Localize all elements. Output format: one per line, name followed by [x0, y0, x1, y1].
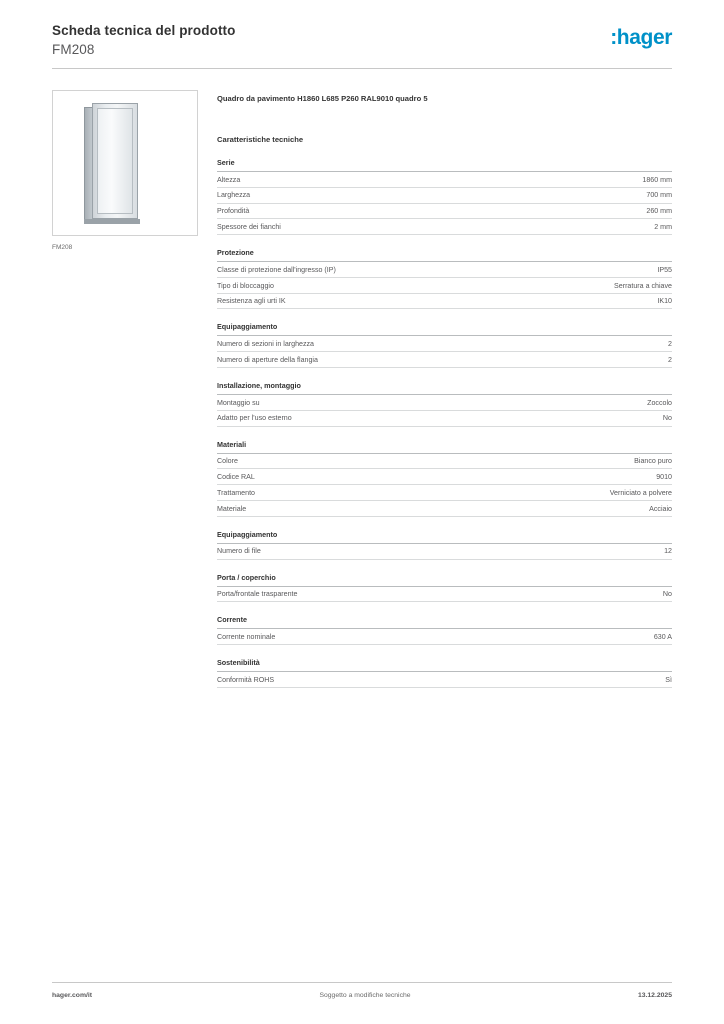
spec-value: 630 A [653, 632, 672, 641]
spec-label: Altezza [217, 175, 241, 184]
spec-group-title: Equipaggiamento [217, 322, 672, 336]
spec-row [217, 188, 672, 204]
spec-value: 260 mm [646, 207, 672, 216]
spec-row [217, 544, 672, 560]
spec-value: 2 mm [654, 222, 672, 231]
footer-date: 13.12.2025 [637, 992, 672, 999]
spec-group [217, 381, 672, 427]
spec-label: Trattamento [217, 488, 255, 497]
spec-label: Profondità [217, 207, 250, 216]
spec-group [217, 440, 672, 517]
spec-row [217, 629, 672, 645]
header-divider [52, 68, 672, 69]
spec-row [217, 336, 672, 352]
spec-label: Numero di aperture della flangia [217, 355, 318, 364]
spec-label: Codice RAL [217, 472, 255, 481]
spec-group-title: Sostenibilità [217, 658, 672, 672]
content-column [217, 94, 672, 688]
spec-value: 1860 mm [642, 175, 672, 184]
page-header [52, 22, 672, 59]
page-footer [52, 992, 672, 999]
spec-group-title: Porta / coperchio [217, 573, 672, 587]
spec-value: No [662, 414, 672, 423]
spec-value: Serratura a chiave [614, 281, 672, 290]
spec-row [217, 501, 672, 517]
spec-row [217, 485, 672, 501]
spec-group [217, 615, 672, 645]
product-name: Quadro da pavimento H1860 L685 P260 RAL9010 quadro 5 [217, 94, 428, 103]
spec-row [217, 411, 672, 427]
page-title: Scheda tecnica del prodotto [52, 23, 236, 38]
spec-value: IP55 [657, 265, 672, 274]
spec-label: Conformità ROHS [217, 675, 275, 684]
title-block [52, 22, 235, 59]
spec-group [217, 573, 672, 603]
hager-logo: :hager [610, 26, 672, 49]
spec-row [217, 278, 672, 294]
spec-label: Materiale [217, 504, 247, 513]
spec-group [217, 158, 672, 235]
spec-value: 9010 [656, 472, 672, 481]
spec-label: Numero di file [217, 547, 261, 556]
spec-row [217, 469, 672, 485]
spec-label: Numero di sezioni in larghezza [217, 340, 314, 349]
cabinet-illustration [84, 103, 146, 223]
spec-label: Resistenza agli urti IK [217, 297, 286, 306]
spec-group [217, 658, 672, 688]
product-image-caption: FM208 [52, 244, 73, 251]
spec-value: 2 [668, 355, 672, 364]
spec-group-title: Protezione [217, 248, 672, 262]
spec-value: Sì [665, 675, 672, 684]
spec-value: 2 [668, 340, 672, 349]
spec-label: Classe di protezione dall'ingresso (IP) [217, 265, 336, 274]
spec-group [217, 322, 672, 368]
spec-label: Porta/frontale trasparente [217, 590, 298, 599]
spec-group [217, 530, 672, 560]
spec-group-title: Materiali [217, 440, 672, 454]
product-code-subtitle: FM208 [52, 42, 95, 58]
spec-value: No [662, 590, 672, 599]
spec-label: Adatto per l'uso esterno [217, 414, 292, 423]
spec-value: 12 [664, 547, 672, 556]
spec-value: Bianco puro [634, 457, 672, 466]
footer-disclaimer: Soggetto a modifiche tecniche [319, 992, 411, 999]
spec-groups [217, 158, 672, 688]
spec-row [217, 204, 672, 220]
spec-label: Spessore dei fianchi [217, 222, 281, 231]
spec-value: Zoccolo [647, 398, 672, 407]
spec-row [217, 219, 672, 235]
spec-value: Acciaio [649, 504, 672, 513]
footer-website[interactable]: hager.com/it [52, 992, 93, 999]
spec-group-title: Corrente [217, 615, 672, 629]
spec-label: Montaggio su [217, 398, 260, 407]
spec-row [217, 395, 672, 411]
spec-group-title: Installazione, montaggio [217, 381, 672, 395]
spec-value: 700 mm [646, 191, 672, 200]
spec-value: Verniciato a polvere [609, 488, 672, 497]
footer-divider [52, 982, 672, 983]
spec-row [217, 262, 672, 278]
cabinet-base [84, 219, 140, 224]
spec-label: Colore [217, 457, 238, 466]
section-title-technical: Caratteristiche tecniche [217, 135, 304, 144]
spec-row [217, 352, 672, 368]
spec-row [217, 454, 672, 470]
spec-row [217, 294, 672, 310]
spec-value: IK10 [657, 297, 672, 306]
cabinet-door [97, 108, 133, 214]
spec-label: Tipo di bloccaggio [217, 281, 274, 290]
spec-row [217, 172, 672, 188]
spec-group [217, 248, 672, 309]
product-image [52, 90, 198, 236]
spec-group-title: Equipaggiamento [217, 530, 672, 544]
spec-group-title: Serie [217, 158, 672, 172]
spec-label: Corrente nominale [217, 632, 276, 641]
spec-label: Larghezza [217, 191, 251, 200]
spec-row [217, 672, 672, 688]
spec-row [217, 587, 672, 603]
